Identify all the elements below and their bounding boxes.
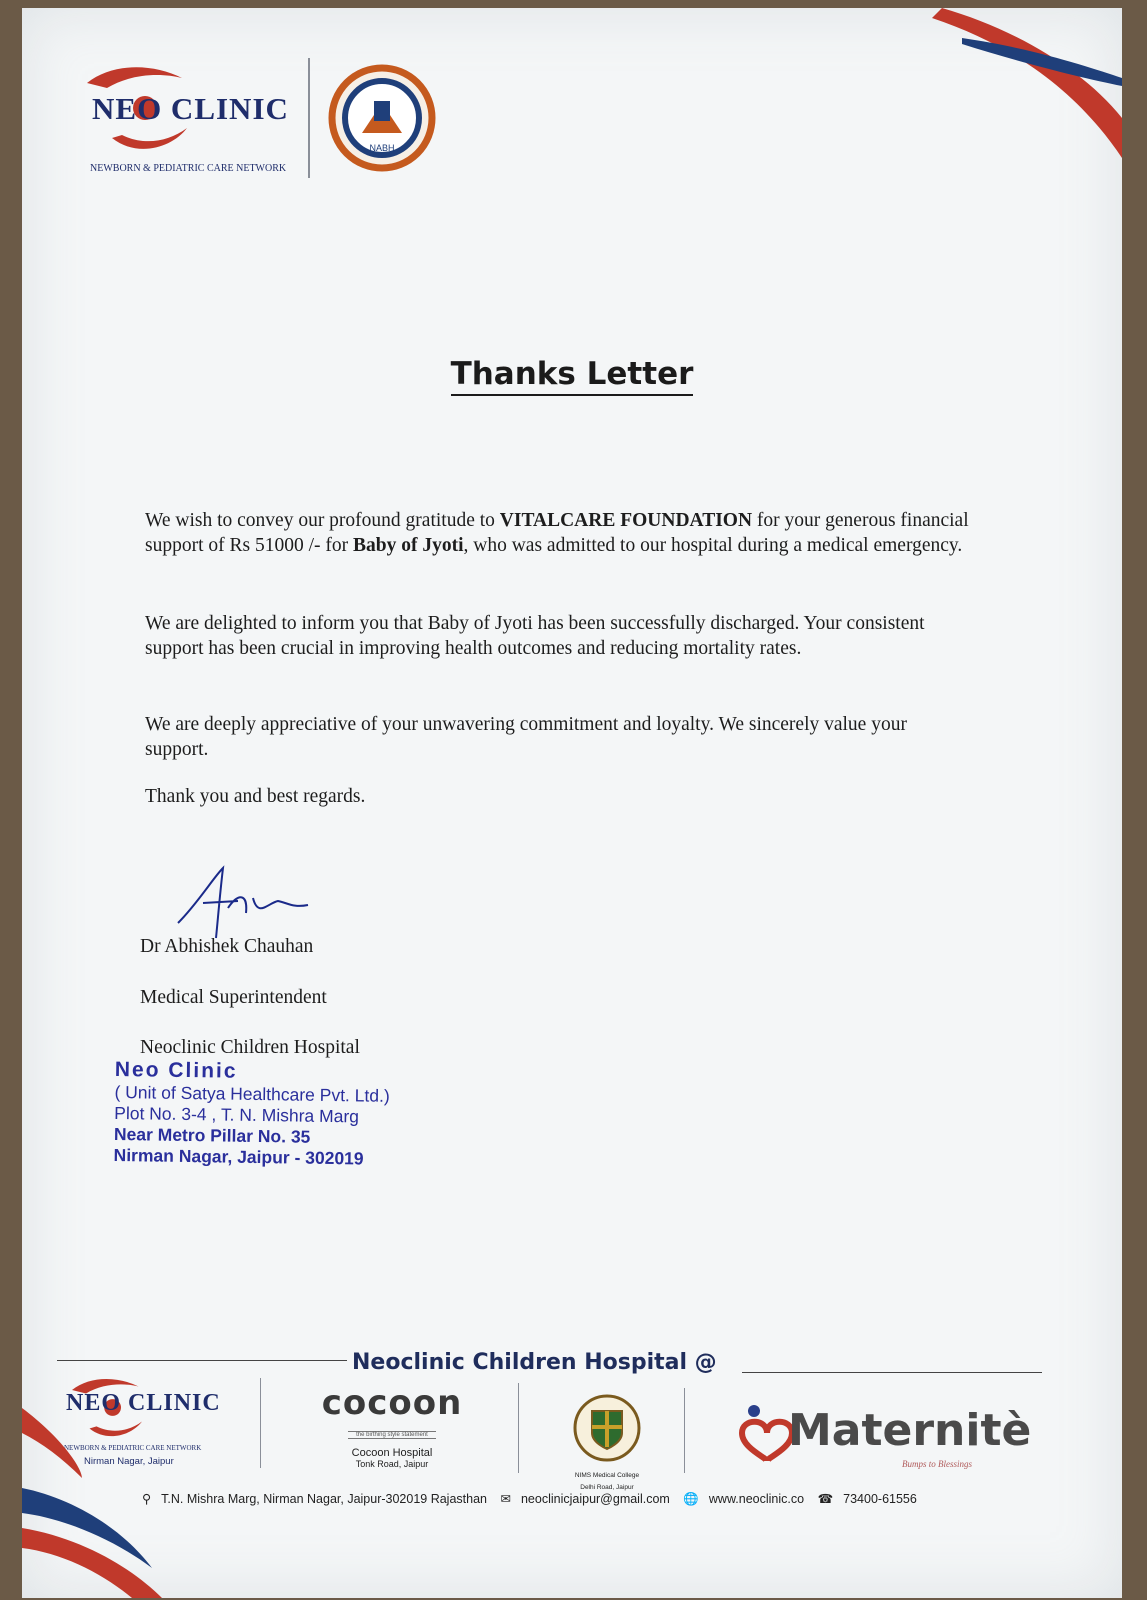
nims-college-logo	[562, 1393, 652, 1492]
footer-neo-tagline: NEWBORN & PEDIATRIC CARE NETWORK	[64, 1444, 202, 1452]
footer-divider-2	[518, 1383, 519, 1473]
footer-email[interactable]: neoclinicjaipur@gmail.com	[520, 1492, 670, 1506]
cocoon-tagline: the birthing style statement	[348, 1431, 436, 1439]
p1-mid: for your generous financial support of Rs 51000 /- for	[145, 510, 969, 556]
logo-wordmark: NEO CLINIC	[92, 91, 289, 126]
header-divider	[308, 58, 310, 178]
nabh-label: NABH	[369, 143, 395, 153]
hospital-stamp	[113, 1058, 390, 1170]
page-title	[22, 356, 1122, 392]
footer-divider-3	[684, 1388, 685, 1473]
maternite-wordmark: Maternitè	[788, 1405, 1032, 1456]
footer-website[interactable]: www.neoclinic.co	[708, 1492, 805, 1506]
stamp-name: Neo Clinic	[114, 1058, 238, 1083]
globe-icon: 🌐	[683, 1492, 699, 1506]
cocoon-name: Cocoon Hospital	[351, 1447, 433, 1459]
email-icon: ✉	[500, 1492, 511, 1506]
cocoon-wordmark: cocoon	[321, 1383, 463, 1423]
footer-divider-1	[260, 1378, 261, 1468]
maternite-tagline: Bumps to Blessings	[902, 1459, 973, 1469]
stamp-line-1: ( Unit of Satya Healthcare Pvt. Ltd.)	[114, 1081, 390, 1106]
footer-rule-right	[742, 1372, 1042, 1373]
footer-neo-location: Nirman Nagar, Jaipur	[84, 1456, 174, 1467]
letter-sheet	[22, 8, 1122, 1598]
stamp-line-2: Plot No. 3-4 , T. N. Mishra Marg	[114, 1102, 360, 1127]
nims-name: NIMS Medical College	[574, 1472, 640, 1479]
p1-post: , who was admitted to our hospital during a medical emergency.	[463, 535, 963, 556]
nims-location: Delhi Road, Jaipur	[580, 1484, 634, 1491]
handwritten-signature	[168, 863, 318, 943]
title-text: Thanks Letter	[451, 356, 694, 396]
contact-strip	[142, 1491, 927, 1507]
paragraph-appreciation: We are deeply appreciative of your unwavering commitment and loyalty. We sincerely value your support.	[145, 714, 907, 760]
cocoon-hospital-logo	[302, 1383, 482, 1469]
logo-tagline: NEWBORN & PEDIATRIC CARE NETWORK	[90, 163, 287, 174]
location-pin-icon: ⚲	[142, 1492, 152, 1506]
bottom-left-swoosh	[22, 1408, 182, 1598]
stamp-line-4: Nirman Nagar, Jaipur - 302019	[113, 1144, 364, 1169]
footer-neo-wordmark: NEO CLINIC	[66, 1390, 221, 1416]
footer-heading: Neoclinic Children Hospital @	[352, 1350, 717, 1375]
paragraph-discharge: We are delighted to inform you that Baby of Jyoti has been successfully discharged. Your consistent support has been crucial in improving health outcomes and reducing mortality rates.	[145, 613, 925, 659]
footer-phone: 73400-61556	[843, 1492, 917, 1506]
footer-address: T.N. Mishra Marg, Nirman Nagar, Jaipur-302019 Rajasthan	[161, 1492, 487, 1506]
nims-crest-icon	[572, 1393, 642, 1463]
cocoon-location: Tonk Road, Jaipur	[355, 1459, 429, 1469]
signatory-org: Neoclinic Children Hospital	[140, 1037, 360, 1058]
signatory-name: Dr Abhishek Chauhan	[140, 936, 314, 957]
patient-name: Baby of Jyoti	[353, 535, 464, 556]
footer-rule-left	[57, 1360, 347, 1361]
donor-name: VITALCARE FOUNDATION	[499, 510, 753, 531]
neo-clinic-logo	[82, 63, 312, 183]
top-right-swoosh	[922, 8, 1122, 188]
closing-line: Thank you and best regards.	[145, 786, 366, 807]
phone-icon: ☎	[817, 1492, 834, 1506]
p1-pre: We wish to convey our profound gratitude to	[145, 510, 500, 531]
signatory-title: Medical Superintendent	[140, 987, 327, 1008]
nabh-seal	[327, 63, 437, 173]
paragraph-gratitude	[145, 508, 975, 558]
stamp-line-3: Near Metro Pillar No. 35	[113, 1123, 311, 1147]
